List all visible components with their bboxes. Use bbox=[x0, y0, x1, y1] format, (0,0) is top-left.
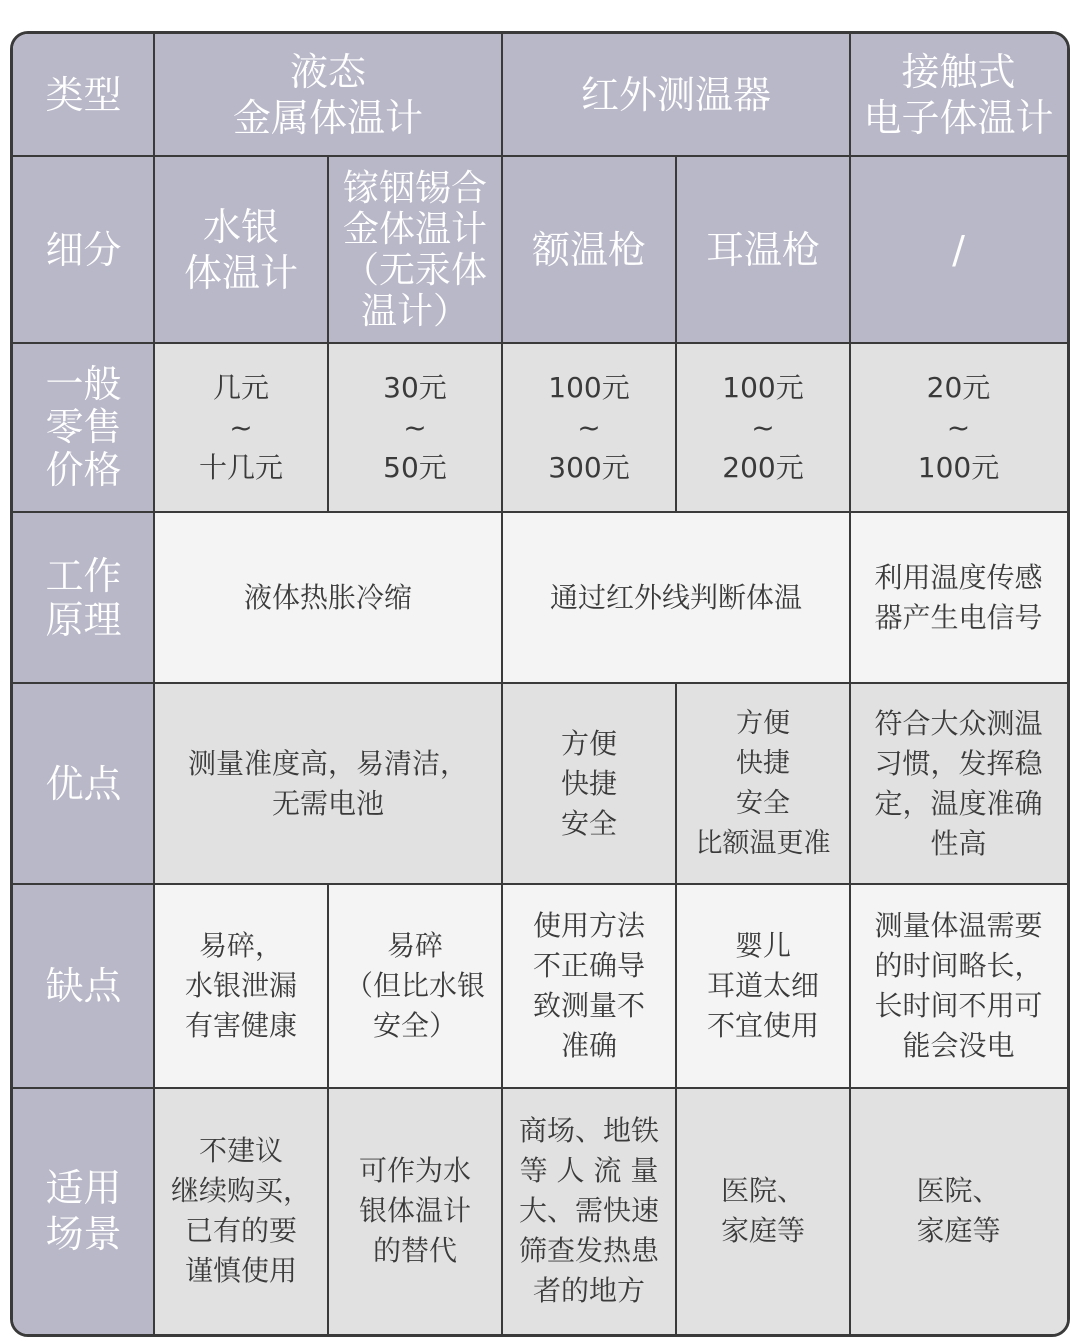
row-label-price: 一般 零售 价格 bbox=[13, 343, 154, 512]
cons-forehead: 使用方法 不正确导 致测量不 准确 bbox=[502, 884, 676, 1088]
principle-infrared: 通过红外线判断体温 bbox=[502, 512, 850, 683]
scenarios-forehead: 商场、地铁 等 人 流 量 大、需快速 筛查发热患 者的地方 bbox=[502, 1088, 676, 1334]
row-label-pros: 优点 bbox=[13, 683, 154, 884]
row-divider bbox=[13, 682, 1067, 684]
row-label-type: 类型 bbox=[13, 34, 154, 156]
header-contact-electronic: 接触式 电子体温计 bbox=[850, 34, 1067, 156]
scenarios-ear: 医院、 家庭等 bbox=[676, 1088, 850, 1334]
row-label-subtype: 细分 bbox=[13, 156, 154, 343]
column-divider bbox=[849, 34, 851, 1334]
column-divider bbox=[675, 682, 677, 1334]
cons-ear: 婴儿 耳道太细 不宜使用 bbox=[676, 884, 850, 1088]
pros-ear: 方便 快捷 安全 比额温更准 bbox=[676, 683, 850, 884]
row-divider bbox=[13, 1087, 1067, 1089]
scenarios-electronic: 医院、 家庭等 bbox=[850, 1088, 1067, 1334]
price-ear: 100元 ~ 200元 bbox=[676, 343, 850, 512]
principle-electronic: 利用温度传感 器产生电信号 bbox=[850, 512, 1067, 683]
row-label-scenarios: 适用 场景 bbox=[13, 1088, 154, 1334]
subtype-ear: 耳温枪 bbox=[676, 156, 850, 343]
column-divider bbox=[327, 883, 329, 1334]
row-label-principle: 工作 原理 bbox=[13, 512, 154, 683]
row-divider bbox=[13, 511, 1067, 513]
pros-forehead: 方便 快捷 安全 bbox=[502, 683, 676, 884]
price-mercury: 几元 ~ 十几元 bbox=[154, 343, 328, 512]
comparison-table bbox=[10, 31, 1070, 1337]
column-divider bbox=[675, 155, 677, 511]
row-label-cons: 缺点 bbox=[13, 884, 154, 1088]
price-electronic: 20元 ~ 100元 bbox=[850, 343, 1067, 512]
price-galinstan: 30元 ~ 50元 bbox=[328, 343, 502, 512]
row-divider bbox=[13, 342, 1067, 344]
column-divider bbox=[327, 155, 329, 511]
cons-galinstan: 易碎 （但比水银 安全） bbox=[328, 884, 502, 1088]
column-divider bbox=[153, 34, 155, 1334]
column-divider bbox=[501, 34, 503, 1334]
cons-mercury: 易碎， 水银泄漏 有害健康 bbox=[154, 884, 328, 1088]
subtype-galinstan: 镓铟锡合 金体温计 （无汞体 温计） bbox=[328, 156, 502, 343]
row-divider bbox=[13, 155, 1067, 157]
scenarios-galinstan: 可作为水 银体温计 的替代 bbox=[328, 1088, 502, 1334]
scenarios-mercury: 不建议 继续购买， 已有的要 谨慎使用 bbox=[154, 1088, 328, 1334]
pros-electronic: 符合大众测温 习惯，发挥稳 定，温度准确 性高 bbox=[850, 683, 1067, 884]
header-liquid-metal: 液态 金属体温计 bbox=[154, 34, 502, 156]
cons-electronic: 测量体温需要 的时间略长， 长时间不用可 能会没电 bbox=[850, 884, 1067, 1088]
header-infrared: 红外测温器 bbox=[502, 34, 850, 156]
subtype-forehead: 额温枪 bbox=[502, 156, 676, 343]
subtype-mercury: 水银 体温计 bbox=[154, 156, 328, 343]
subtype-electronic: / bbox=[850, 156, 1067, 343]
price-forehead: 100元 ~ 300元 bbox=[502, 343, 676, 512]
principle-liquid-metal: 液体热胀冷缩 bbox=[154, 512, 502, 683]
row-divider bbox=[13, 883, 1067, 885]
pros-liquid-metal: 测量准度高，易清洁， 无需电池 bbox=[154, 683, 502, 884]
